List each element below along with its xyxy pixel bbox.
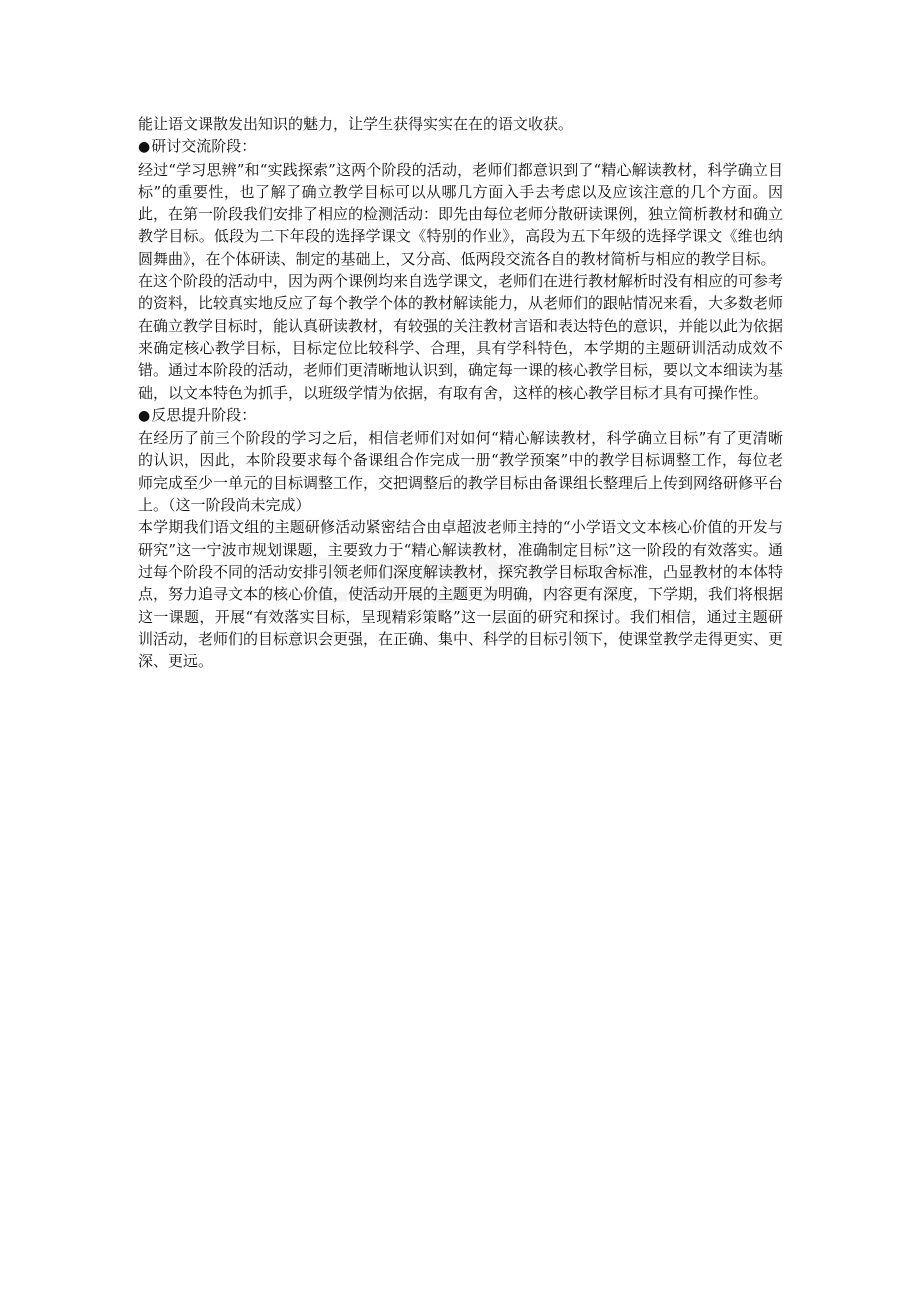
discussion-paragraph-2: 在这个阶段的活动中，因为两个课例均来自选学课文，老师们在进行教材解析时没有相应的可参考的资料，比较真实地反应了每个教学个体的教材解读能力，从老师们的跟帖情况来看，大多数老师在确立教学目标时，能认真研读教材，有较强的关注教材言语和表达特色的意识，并能以此为依据来确定核心教学目标，目标定位比较科学、合理，具有学科特色，本学期的主题研训活动成效不错。通过本阶段的活动，老师们更清晰地认识到，确定每一课的核心教学目标，要以文本细读为基础，以文本特色为抓手，以班级学情为依据，有取有舍，这样的核心教学目标才具有可操作性。 xyxy=(138,272,784,402)
reflection-paragraph-2: 本学期我们语文组的主题研修活动紧密结合由卓超波老师主持的“小学语文文本核心价值的开发与研究”这一宁波市规划课题，主要致力于“精心解读教材，准确制定目标”这一阶段的有效落实。通过每个阶段不同的活动安排引领老师们深度解读教材，探究教学目标取舍标准，凸显教材的本体特点，努力追寻文本的核心价值，使活动开展的主题更为明确，内容更有深度，下学期，我们将根据这一课题，开展“有效落实目标，呈现精彩策略”这一层面的研究和探讨。我们相信，通过主题研训活动，老师们的目标意识会更强，在正确、集中、科学的目标引领下，使课堂教学走得更实、更深、更远。 xyxy=(138,518,784,671)
document-body xyxy=(138,113,783,672)
bullet-icon: ● xyxy=(138,407,151,424)
reflection-paragraph-1: 在经历了前三个阶段的学习之后，相信老师们对如何“精心解读教材，科学确立目标”有了更清晰的认识，因此，本阶段要求每个备课组合作完成一册“教学预案”中的教学目标调整工作，每位老师完成至少一单元的目标调整工作，交把调整后的教学目标由备课组长整理后上传到网络研修平台上。（这一阶段尚未完成） xyxy=(138,429,784,515)
intro-paragraph: 能让语文课散发出知识的魅力，让学生获得实实在在的语文收获。 xyxy=(138,115,574,133)
section-heading-text: 研讨交流阶段： xyxy=(151,137,257,156)
discussion-paragraph-1: 经过“学习思辨”和“实践探索”这两个阶段的活动，老师们都意识到了“精心解读教材，科学确立目标”的重要性，也了解了确立教学目标可以从哪几方面入手去考虑以及应该注意的几个方面。因此，在第一阶段我们安排了相应的检测活动：即先由每位老师分散研读课例，独立简析教材和确立教学目标。低段为二下年段的选择学课文《特别的作业》，高段为五下年级的选择学课文《维也纳圆舞曲》，在个体研读、制定的基础上，又分高、低两段交流各自的教材简析与相应的教学目标。 xyxy=(138,160,784,268)
section-heading-discussion xyxy=(138,135,783,158)
section-heading-text: 反思提升阶段： xyxy=(151,405,257,424)
bullet-icon: ● xyxy=(138,139,151,156)
section-heading-reflection xyxy=(138,404,783,427)
